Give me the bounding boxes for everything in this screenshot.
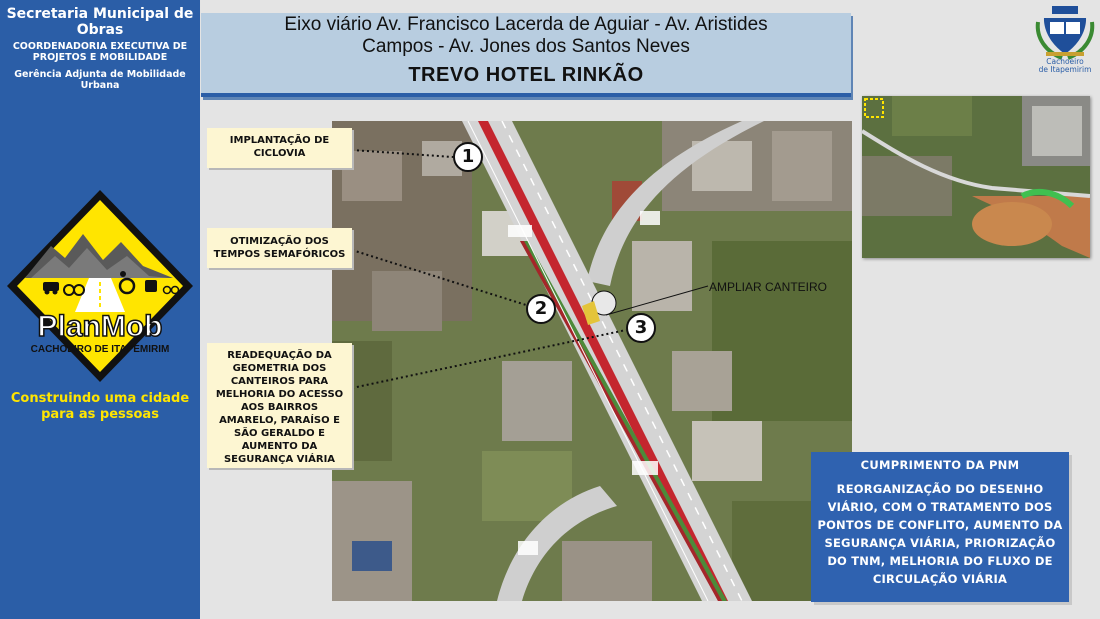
marker-3: 3 [626, 313, 656, 343]
tagline-line2: para as pessoas [41, 407, 159, 422]
marker-2: 2 [526, 294, 556, 324]
pnm-title: CUMPRIMENTO DA PNM [860, 458, 1020, 472]
crest-label-line2: de Itapemirim [1038, 65, 1092, 74]
pnm-box [811, 452, 1069, 602]
title-place: TREVO HOTEL RINKÃO [408, 64, 644, 86]
intersection-map [332, 121, 852, 601]
crest-label [1030, 58, 1100, 74]
pnm-body: REORGANIZAÇÃO DO DESENHO VIÁRIO, COM O TRATAMENTO DOS PONTOS DE CONFLITO, AUMENTO DA SEGURANÇA VIÁRIA, PRIORIZAÇÃO DO TNM, MELHORIA DO FLUXO DE CIRCULAÇÃO VIÁRIA [817, 482, 1063, 586]
callout-semaforos: OTIMIZAÇÃO DOS TEMPOS SEMAFÓRICOS [207, 228, 352, 268]
inset-drawing [862, 96, 1090, 258]
logo-planmob-text: PlanMob [37, 310, 163, 343]
marker-1: 1 [453, 142, 483, 172]
title-line2: Campos - Av. Jones dos Santos Neves [362, 36, 690, 57]
callout-ciclovia: IMPLANTAÇÃO DE CICLOVIA [207, 128, 352, 168]
logo-city-text: CACHOEIRO DE ITAPEMIRIM [30, 344, 170, 355]
secretaria-title: Secretaria Municipal de Obras [6, 6, 194, 38]
title-line1: Eixo viário Av. Francisco Lacerda de Aguiar - Av. Aristides [284, 14, 768, 35]
planmob-logo [3, 186, 197, 386]
tagline-line1: Construindo uma cidade [10, 391, 190, 406]
callout-canteiros: READEQUAÇÃO DA GEOMETRIA DOS CANTEIROS PARA MELHORIA DO ACESSO AOS BAIRROS AMARELO, PARAÍSO E SÃO GERALDO E AUMENTO DA SEGURANÇA VIÁRIA [207, 343, 352, 468]
title-box [201, 13, 851, 97]
crest-label-line1: Cachoeiro [1046, 57, 1084, 66]
ampliar-canteiro-label: AMPLIAR CANTEIRO [709, 280, 828, 294]
coordenadoria-subtitle: COORDENADORIA EXECUTIVA DE PROJETOS E MOBILIDADE [12, 41, 188, 63]
tagline [0, 391, 200, 423]
gerencia-subtitle: Gerência Adjunta de Mobilidade Urbana [14, 69, 186, 91]
sidebar [0, 0, 200, 619]
map-drawing [332, 121, 852, 601]
location-inset-map [862, 96, 1090, 258]
